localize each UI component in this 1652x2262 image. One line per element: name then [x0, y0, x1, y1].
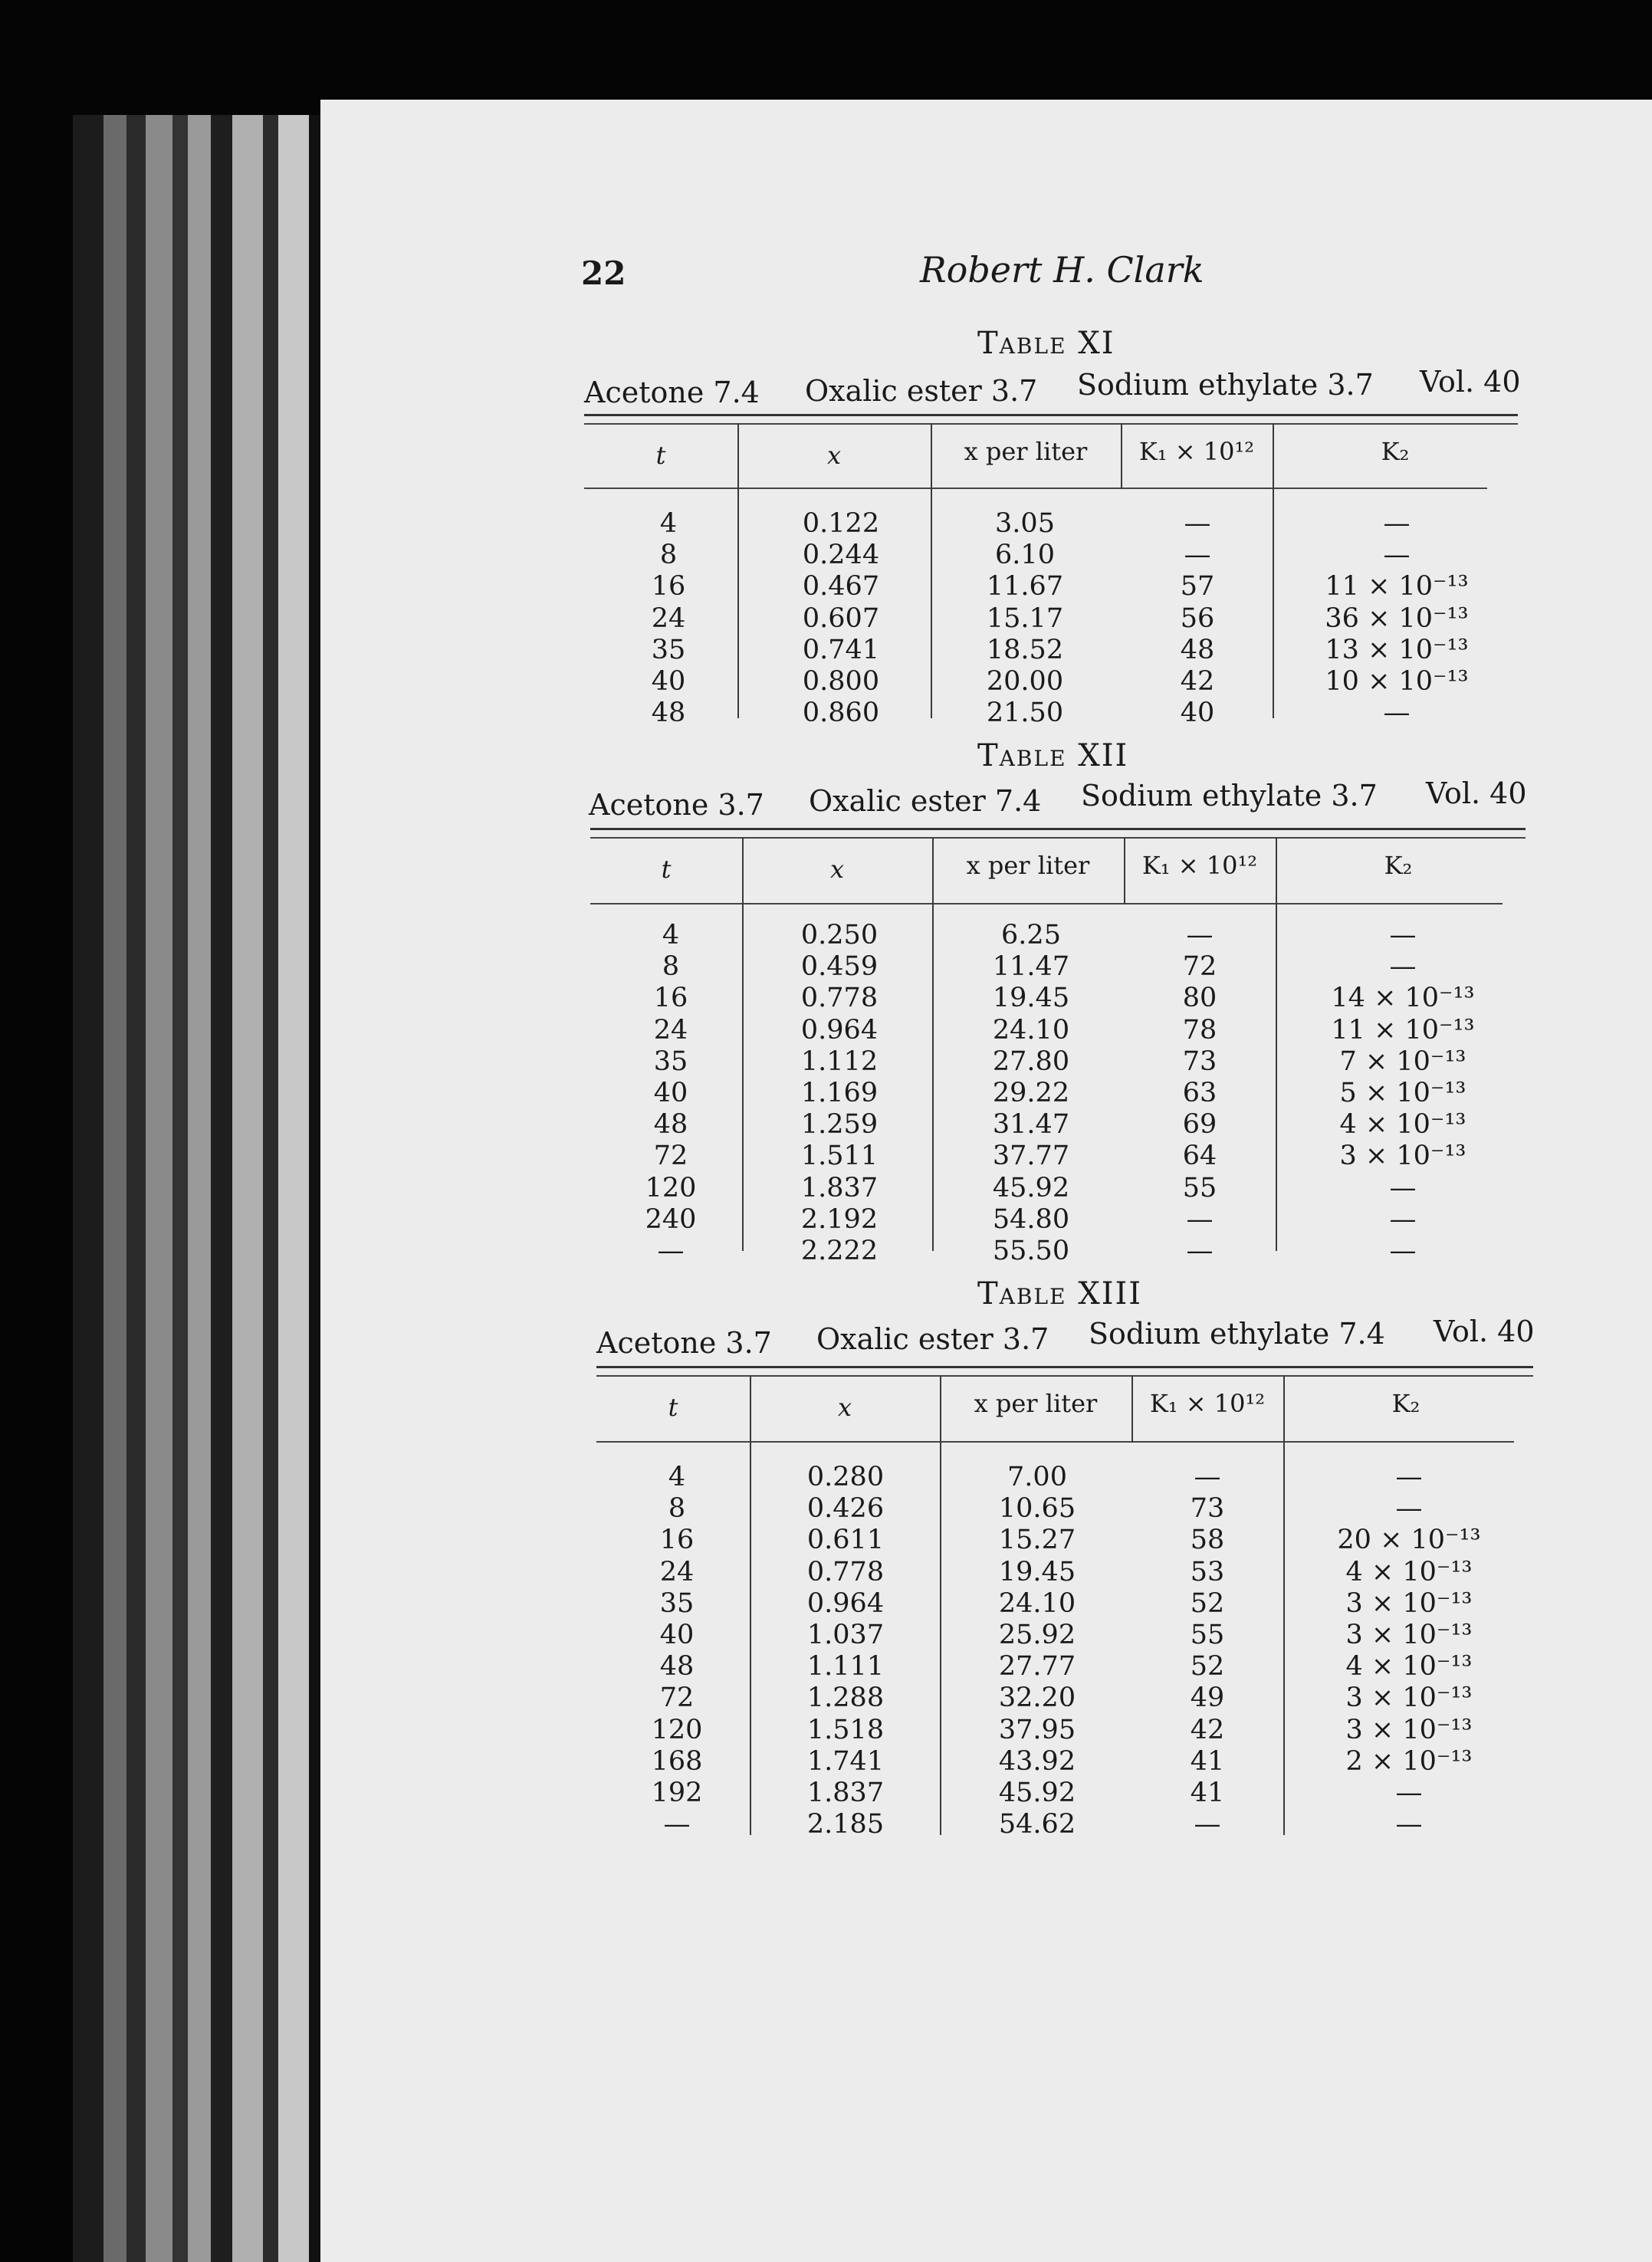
table-cell: 15.17: [986, 602, 1064, 634]
table-cell: 0.611: [806, 1525, 885, 1556]
table-cell: 80: [1182, 983, 1217, 1014]
sodium-condition: Sodium ethylate 3.7: [1081, 779, 1378, 813]
col-header-t: t: [668, 1393, 678, 1422]
col-header-k2: K₂: [1384, 851, 1413, 880]
col-header-k1: K₁ × 10¹²: [1149, 1389, 1266, 1418]
table-cell: 168: [651, 1745, 703, 1777]
table-cell: 0.860: [802, 698, 880, 729]
acetone-condition: Acetone 3.7: [589, 788, 764, 822]
table-cell: 0.741: [802, 634, 880, 665]
table-cell: 57: [1180, 571, 1215, 602]
table-cell: —: [1395, 1493, 1423, 1525]
table-cell: 4: [662, 920, 680, 950]
table-cell: 1.518: [806, 1714, 885, 1745]
table-cell: 1.259: [800, 1109, 879, 1141]
col-header-x-per-liter: x per liter: [966, 851, 1090, 880]
table-cell: 53: [1190, 1556, 1225, 1587]
table-cell: 48: [651, 698, 686, 729]
table-cell: 2 × 10⁻¹³: [1345, 1745, 1473, 1777]
oxalic-condition: Oxalic ester 3.7: [816, 1322, 1049, 1356]
table-cell: 55: [1182, 1172, 1217, 1203]
table-cell: 24.10: [992, 1014, 1070, 1046]
oxalic-condition: Oxalic ester 7.4: [809, 784, 1042, 818]
table-cell: 120: [645, 1172, 697, 1203]
table-cell: —: [1186, 1203, 1214, 1235]
data-table: [584, 414, 1518, 729]
acetone-condition: Acetone 7.4: [584, 376, 760, 409]
table-cell: —: [663, 1809, 691, 1840]
k1-column: [1161, 1462, 1253, 1840]
running-head: Robert H. Clark: [920, 249, 1204, 291]
table-cell: 54.62: [998, 1809, 1076, 1840]
col-header-k2: K₂: [1391, 1389, 1420, 1418]
table-cell: 64: [1182, 1141, 1217, 1172]
table-cell: —: [657, 1236, 685, 1267]
table-cell: 0.607: [802, 602, 880, 634]
table-cell: 0.280: [806, 1462, 885, 1492]
table-cell: —: [1389, 1203, 1417, 1235]
table-cell: 32.20: [998, 1683, 1076, 1714]
col-header-k1: K₁ × 10¹²: [1141, 851, 1258, 880]
table-cell: 35: [653, 1046, 688, 1077]
table-cell: 16: [653, 983, 688, 1014]
table-cell: 35: [651, 634, 686, 665]
table-cell: 2.192: [800, 1203, 879, 1235]
table-cell: 72: [1182, 951, 1217, 983]
table-cell: —: [1389, 920, 1417, 950]
col-header-x: x: [837, 1393, 852, 1422]
table-cell: —: [1389, 951, 1417, 983]
table-cell: 52: [1190, 1587, 1225, 1619]
table-cell: 19.45: [998, 1556, 1076, 1587]
k2-column: [1296, 920, 1510, 1267]
table-cell: 16: [659, 1525, 695, 1556]
table-cell: —: [1186, 1236, 1214, 1267]
col-header-x-per-liter: x per liter: [974, 1389, 1098, 1418]
sodium-condition: Sodium ethylate 7.4: [1089, 1317, 1385, 1351]
table-cell: 4 × 10⁻¹³: [1345, 1556, 1473, 1587]
table-cell: —: [1383, 540, 1411, 571]
table-cell: 6.10: [995, 540, 1055, 571]
table-cell: 37.77: [992, 1141, 1070, 1172]
table-cell: 1.112: [800, 1046, 879, 1077]
table-cell: 40: [651, 666, 686, 698]
table-cell: 20 × 10⁻¹³: [1337, 1525, 1481, 1556]
table-cell: 1.111: [806, 1651, 885, 1683]
table-cell: —: [1383, 508, 1411, 539]
x-per-liter-column: [960, 508, 1090, 729]
table-cell: 27.77: [998, 1651, 1076, 1683]
table-cell: 41: [1190, 1778, 1225, 1809]
table-title: Table XII: [977, 738, 1129, 773]
table-cell: 11.47: [992, 951, 1070, 983]
table-cell: 1.169: [800, 1078, 879, 1109]
table-cell: 43.92: [998, 1745, 1076, 1777]
table-cell: 4: [659, 508, 678, 539]
table-title: Table XIII: [977, 1276, 1143, 1312]
table-cell: 45.92: [998, 1778, 1076, 1809]
table-cell: 63: [1182, 1078, 1217, 1109]
table-cell: 48: [653, 1109, 688, 1141]
table-cell: 48: [659, 1651, 695, 1683]
table-cell: 3 × 10⁻¹³: [1345, 1683, 1473, 1714]
table-cell: 0.778: [806, 1556, 885, 1587]
table-cell: —: [1194, 1462, 1221, 1492]
k1-column: [1151, 508, 1243, 729]
table-cell: 16: [651, 571, 686, 602]
table-cell: 0.250: [800, 920, 879, 950]
table-cell: 192: [651, 1778, 703, 1809]
table-cell: 42: [1190, 1714, 1225, 1745]
table-cell: 52: [1190, 1651, 1225, 1683]
table-cell: 40: [1180, 698, 1215, 729]
table-cell: 2.222: [800, 1236, 879, 1267]
table-cell: 56: [1180, 602, 1215, 634]
table-cell: 3.05: [995, 508, 1055, 539]
table-cell: 240: [645, 1203, 697, 1235]
table-cell: 8: [668, 1493, 686, 1525]
oxalic-condition: Oxalic ester 3.7: [805, 374, 1038, 408]
table-cell: 29.22: [992, 1078, 1070, 1109]
x-per-liter-column: [966, 920, 1096, 1267]
table-cell: 4: [668, 1462, 686, 1492]
table-cell: 19.45: [992, 983, 1070, 1014]
sodium-condition: Sodium ethylate 3.7: [1077, 368, 1374, 402]
table-cell: —: [1395, 1809, 1423, 1840]
table-cell: 10 × 10⁻¹³: [1325, 666, 1469, 698]
table-cell: 15.27: [998, 1525, 1076, 1556]
col-header-x-per-liter: x per liter: [964, 437, 1088, 466]
volume-condition: Vol. 40: [1426, 776, 1527, 810]
table-cell: —: [1389, 1236, 1417, 1267]
col-header-t: t: [661, 855, 672, 884]
table-cell: 5 × 10⁻¹³: [1339, 1078, 1466, 1109]
table-cell: 24: [653, 1014, 688, 1046]
table-cell: —: [1395, 1462, 1423, 1492]
table-cell: 11.67: [986, 571, 1064, 602]
table-cell: 11 × 10⁻¹³: [1325, 571, 1469, 602]
table-cell: 3 × 10⁻¹³: [1345, 1714, 1473, 1745]
table-cell: 0.122: [802, 508, 880, 539]
table-cell: 78: [1182, 1014, 1217, 1046]
table-cell: 24.10: [998, 1587, 1076, 1619]
col-header-t: t: [655, 441, 666, 470]
table-cell: 18.52: [986, 634, 1064, 665]
k2-column: [1289, 508, 1504, 729]
table-cell: 8: [662, 951, 680, 983]
table-cell: 7 × 10⁻¹³: [1339, 1046, 1466, 1077]
x-column: [788, 1462, 903, 1840]
table-cell: 31.47: [992, 1109, 1070, 1141]
table-cell: 41: [1190, 1745, 1225, 1777]
table-cell: 0.426: [806, 1493, 885, 1525]
table-cell: 40: [659, 1620, 695, 1651]
table-cell: 25.92: [998, 1620, 1076, 1651]
table-cell: 69: [1182, 1109, 1217, 1141]
table-cell: 49: [1190, 1683, 1225, 1714]
table-cell: 72: [659, 1683, 695, 1714]
volume-condition: Vol. 40: [1420, 365, 1521, 399]
table-cell: —: [1395, 1778, 1423, 1809]
table-cell: 11 × 10⁻¹³: [1331, 1014, 1475, 1046]
k1-column: [1154, 920, 1246, 1267]
table-cell: —: [1184, 540, 1211, 571]
volume-condition: Vol. 40: [1434, 1315, 1535, 1348]
x-column: [782, 920, 897, 1267]
t-column: [630, 508, 707, 729]
page-number: 22: [581, 254, 626, 292]
table-cell: 0.459: [800, 951, 879, 983]
table-cell: 73: [1190, 1493, 1225, 1525]
table-cell: —: [1184, 508, 1211, 539]
table-cell: 120: [651, 1714, 703, 1745]
table-cell: 40: [653, 1078, 688, 1109]
table-cell: 58: [1190, 1525, 1225, 1556]
t-column: [635, 1462, 719, 1840]
table-cell: 1.511: [800, 1141, 879, 1172]
table-cell: 1.837: [800, 1172, 879, 1203]
table-cell: 8: [659, 540, 678, 571]
table-cell: 36 × 10⁻¹³: [1325, 602, 1469, 634]
table-cell: 4 × 10⁻¹³: [1339, 1109, 1466, 1141]
table-cell: 72: [653, 1141, 688, 1172]
col-header-k2: K₂: [1381, 437, 1410, 466]
col-header-x: x: [826, 441, 842, 470]
table-cell: 48: [1180, 634, 1215, 665]
table-cell: 14 × 10⁻¹³: [1331, 983, 1475, 1014]
book-page-edges: [73, 115, 326, 2262]
data-table: [590, 828, 1526, 1267]
table-cell: —: [1186, 920, 1214, 950]
acetone-condition: Acetone 3.7: [596, 1326, 772, 1360]
table-cell: 42: [1180, 666, 1215, 698]
table-cell: —: [1383, 698, 1411, 729]
table-cell: 0.800: [802, 666, 880, 698]
table-cell: 13 × 10⁻¹³: [1325, 634, 1469, 665]
x-per-liter-column: [972, 1462, 1102, 1840]
table-cell: —: [1194, 1809, 1221, 1840]
table-cell: 3 × 10⁻¹³: [1339, 1141, 1466, 1172]
table-cell: 0.964: [806, 1587, 885, 1619]
table-title: Table XI: [977, 326, 1115, 361]
table-cell: 1.037: [806, 1620, 885, 1651]
table-cell: 1.837: [806, 1778, 885, 1809]
table-cell: 1.741: [806, 1745, 885, 1777]
table-cell: 37.95: [998, 1714, 1076, 1745]
table-cell: 4 × 10⁻¹³: [1345, 1651, 1473, 1683]
table-cell: 73: [1182, 1046, 1217, 1077]
table-cell: 24: [651, 602, 686, 634]
table-cell: 6.25: [1001, 920, 1061, 950]
t-column: [629, 920, 713, 1267]
table-cell: 21.50: [986, 698, 1064, 729]
x-column: [783, 508, 898, 729]
table-cell: 24: [659, 1556, 695, 1587]
table-cell: 0.244: [802, 540, 880, 571]
table-cell: 1.288: [806, 1683, 885, 1714]
table-cell: 0.778: [800, 983, 879, 1014]
table-cell: 27.80: [992, 1046, 1070, 1077]
table-cell: 55.50: [992, 1236, 1070, 1267]
k2-column: [1302, 1462, 1516, 1840]
table-cell: 7.00: [1007, 1462, 1067, 1492]
table-cell: 55: [1190, 1620, 1225, 1651]
table-cell: 3 × 10⁻¹³: [1345, 1620, 1473, 1651]
table-cell: 2.185: [806, 1809, 885, 1840]
table-cell: 10.65: [998, 1493, 1076, 1525]
col-header-k1: K₁ × 10¹²: [1138, 437, 1255, 466]
table-cell: 35: [659, 1587, 695, 1619]
table-cell: 54.80: [992, 1203, 1070, 1235]
table-cell: 3 × 10⁻¹³: [1345, 1587, 1473, 1619]
col-header-x: x: [829, 855, 845, 884]
table-cell: 0.467: [802, 571, 880, 602]
table-cell: 45.92: [992, 1172, 1070, 1203]
data-table: [596, 1366, 1533, 1840]
table-cell: —: [1389, 1172, 1417, 1203]
table-cell: 0.964: [800, 1014, 879, 1046]
table-cell: 20.00: [986, 666, 1064, 698]
